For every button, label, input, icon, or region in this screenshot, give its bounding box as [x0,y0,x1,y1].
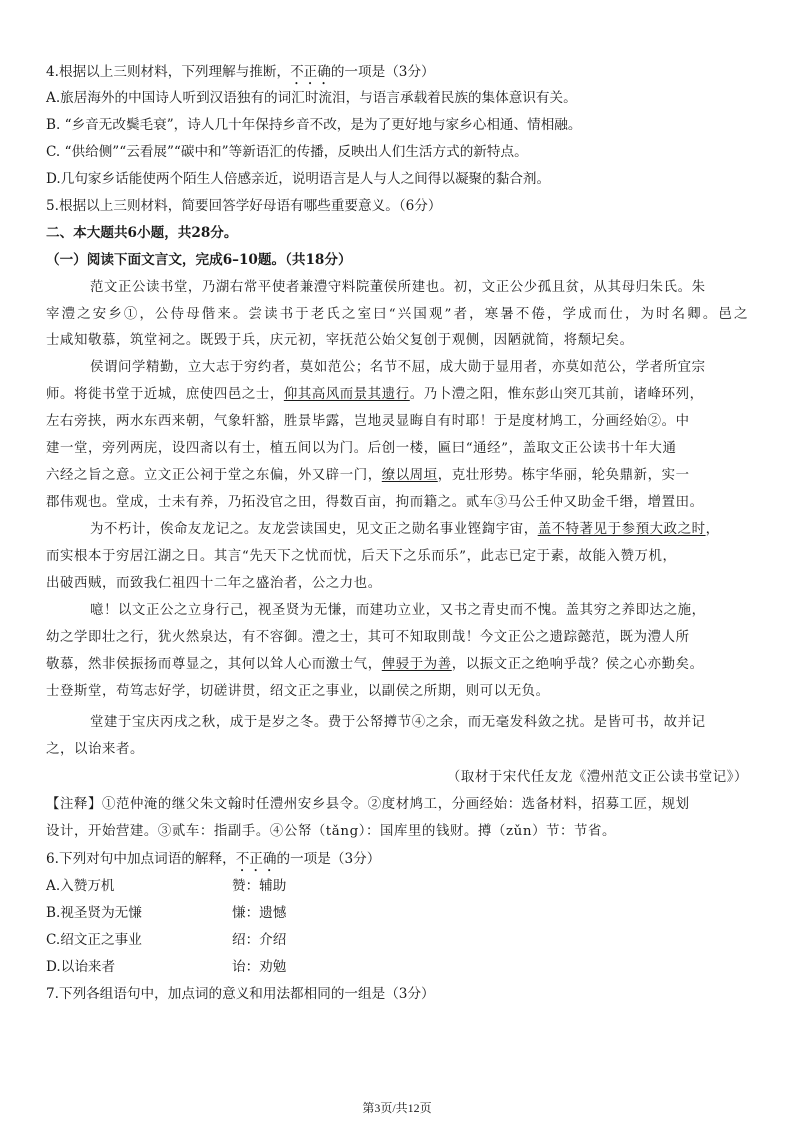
passage-line: 侯谓问学精勤，立大志于穷约者，莫如范公；名节不屈，成大勋于显用者，亦莫如范公，学者所宜宗 [90,360,706,375]
q4-stem-text: 4.根据以上三则材料，下列理解与推断， [46,64,291,80]
passage-line: 幼之学即壮之行，犹火然泉达，有不容御。澧之士，其可不知取則哉！今文正公之遗踪懿范，既为澧人所 [46,630,690,645]
q5-stem: 5.根据以上三则材料，简要回答学好母语有哪些重要意义。（6分） [46,198,442,214]
passage-source: （取材于宋代任友龙《澧州范文正公读书堂记》） [446,770,748,785]
q4-emphasis: 不正确 [290,64,331,80]
q6-stem [46,849,746,875]
page-number: 第3页/共12页 [362,1101,432,1115]
passage-text: 师。将徙书堂于近城，庶使四邑之士， [46,387,284,402]
passage-line: 士咸知敬慕，筑堂祠之。既毁于兵，庆元初，宰抚范公始父复创于观侧，因陋就简，将颓圮矣。 [46,333,634,348]
passage-line [46,385,748,405]
passage-text: ， [705,522,720,537]
passage-line: 范文正公读书堂，乃湖右常平使者兼澧守料院董侯所建也。初，文正公少孤且贫，从其母归朱氏。朱 [90,280,706,295]
passage-line: 堂建于宝庆丙戌之秋，成于是岁之冬。费于公帑撙节④之余，而无毫发科敛之扰。是皆可书，故并记 [90,715,706,730]
q6-option-c-expl: 绍：介绍 [232,932,287,948]
passage-line: 郡伟观也。堂成，士未有养，乃拓没官之田，得数百亩，拘而籍之。贰车③马公壬仲又助金千缗，增置田。 [46,495,704,510]
q6-option-b-term: B.视圣贤为无慊 [46,905,142,921]
q4-stem [46,62,746,88]
passage-line: 之，以诒来者。 [46,742,144,757]
underlined-phrase: 俾骎于为善 [381,657,452,672]
underlined-phrase: 仰其高风而景其遗行 [283,387,410,402]
q4-option-c: C. “供给侧”“云看展”“碳中和”等新语汇的传播，反映出人们生活方式的新特点。 [46,144,528,160]
q6-option-a-expl: 赞：辅助 [232,878,287,894]
q6-emphasis: 不正确 [235,851,277,867]
passage-text: 为不朽计，俟命友龙记之。友龙尝读国史，见文正之勋名事业铿鍧宇宙， [90,522,538,537]
q6-option-d-expl: 诒：劝勉 [232,959,287,975]
part-heading: （一）阅读下面文言文，完成6–10题。（共18分） [46,252,352,268]
section-heading: 二、本大题共6小题，共28分。 [46,225,238,241]
q4-stem-score: 的一项是（3分） [330,64,435,80]
passage-text: 六经之旨之意。立文正公祠于堂之东偏，外又辟一门， [46,468,382,483]
q6-option-c-term: C.绍文正之事业 [46,932,142,948]
passage-text: 。乃卜澧之阳，惟东彭山突兀其前，诸峰环列， [409,387,704,402]
q4-option-d: D.几句家乡话能使两个陌生人倍感亲近，说明语言是人与人之间得以凝聚的黏合剂。 [46,171,551,187]
passage-line: 而实根本于穷居江湖之日。其言“先天下之忧而忧，后天下之乐而乐”，此志已定于素，故能入赞万机， [46,549,677,564]
q4-option-a: A.旅居海外的中国诗人听到汉语独有的词汇时流泪，与语言承载着民族的集体意识有关。 [46,90,577,106]
underlined-phrase: 缭以周垣 [381,468,438,483]
passage-text: ，克壮形势。栋宇华丽，轮奂鼎新，实一 [437,468,690,483]
q6-option-b-expl: 慊：遗憾 [232,905,287,921]
passage-line: 噫！以文正公之立身行己，视圣贤为无慊，而建功立业，又书之青史而不愧。盖其穷之养即达之施， [90,603,706,618]
passage-line: 士登斯堂，苟笃志好学，切磋讲贯，绍文正之事业，以副侯之所期，则可以无负。 [46,684,550,699]
passage-line [46,655,748,675]
underlined-phrase: 盖不特著见于参預大政之时 [537,522,706,537]
q6-stem-score: 的一项是（3分） [276,851,381,867]
passage-line: 出破西贼，而致我仁祖四十二年之盛治者，公之力也。 [46,576,382,591]
passage-text: ，以振文正之绝响乎哉？侯之心亦勤矣。 [451,657,704,672]
q7-stem: 7.下列各组语句中，加点词的意义和用法都相同的一组是（3分） [46,986,435,1002]
notes-line: 设计，开始营建。③贰车：指副手。④公帑（tǎng）：国库里的钱财。撙（zǔn）节：节省。 [46,824,617,839]
passage-line [46,466,748,486]
q6-option-a-term: A.入赞万机 [46,878,115,894]
passage-text: 敬慕，然非侯振扬而尊显之，其何以耸人心而激士气， [46,657,382,672]
q4-option-b: B. “乡音无改鬓毛衰”，诗人几十年保持乡音不改，是为了更好地与家乡心相通、情相融。 [46,117,582,133]
passage-line [90,520,748,540]
q6-option-d-term: D.以诒来者 [46,959,116,975]
passage-line: 左右旁挟，两水东西来朝，气象轩豁，胜景毕露，岂地灵显晦自有时耶！于是度材鸠工，分画经始②。中 [46,414,690,429]
passage-line: 建一堂，旁列两庑，设四斋以有士，植五间以为门。后创一楼，匾曰“通经”，盖取文正公读书十年大通 [46,441,677,456]
passage-line: 宰澧之安乡①，公侍母偕来。尝读书于老氏之室曰“兴国观”者，寒暑不倦，学成而仕，为时名卿。邑之 [46,307,748,322]
q6-stem-text: 6.下列对句中加点词语的解释， [46,851,236,867]
notes-line: 【注释】①范仲淹的继父朱文翰时任澧州安乡县令。②度材鸠工，分画经始：选备材料，招募工匠，规划 [46,797,690,812]
